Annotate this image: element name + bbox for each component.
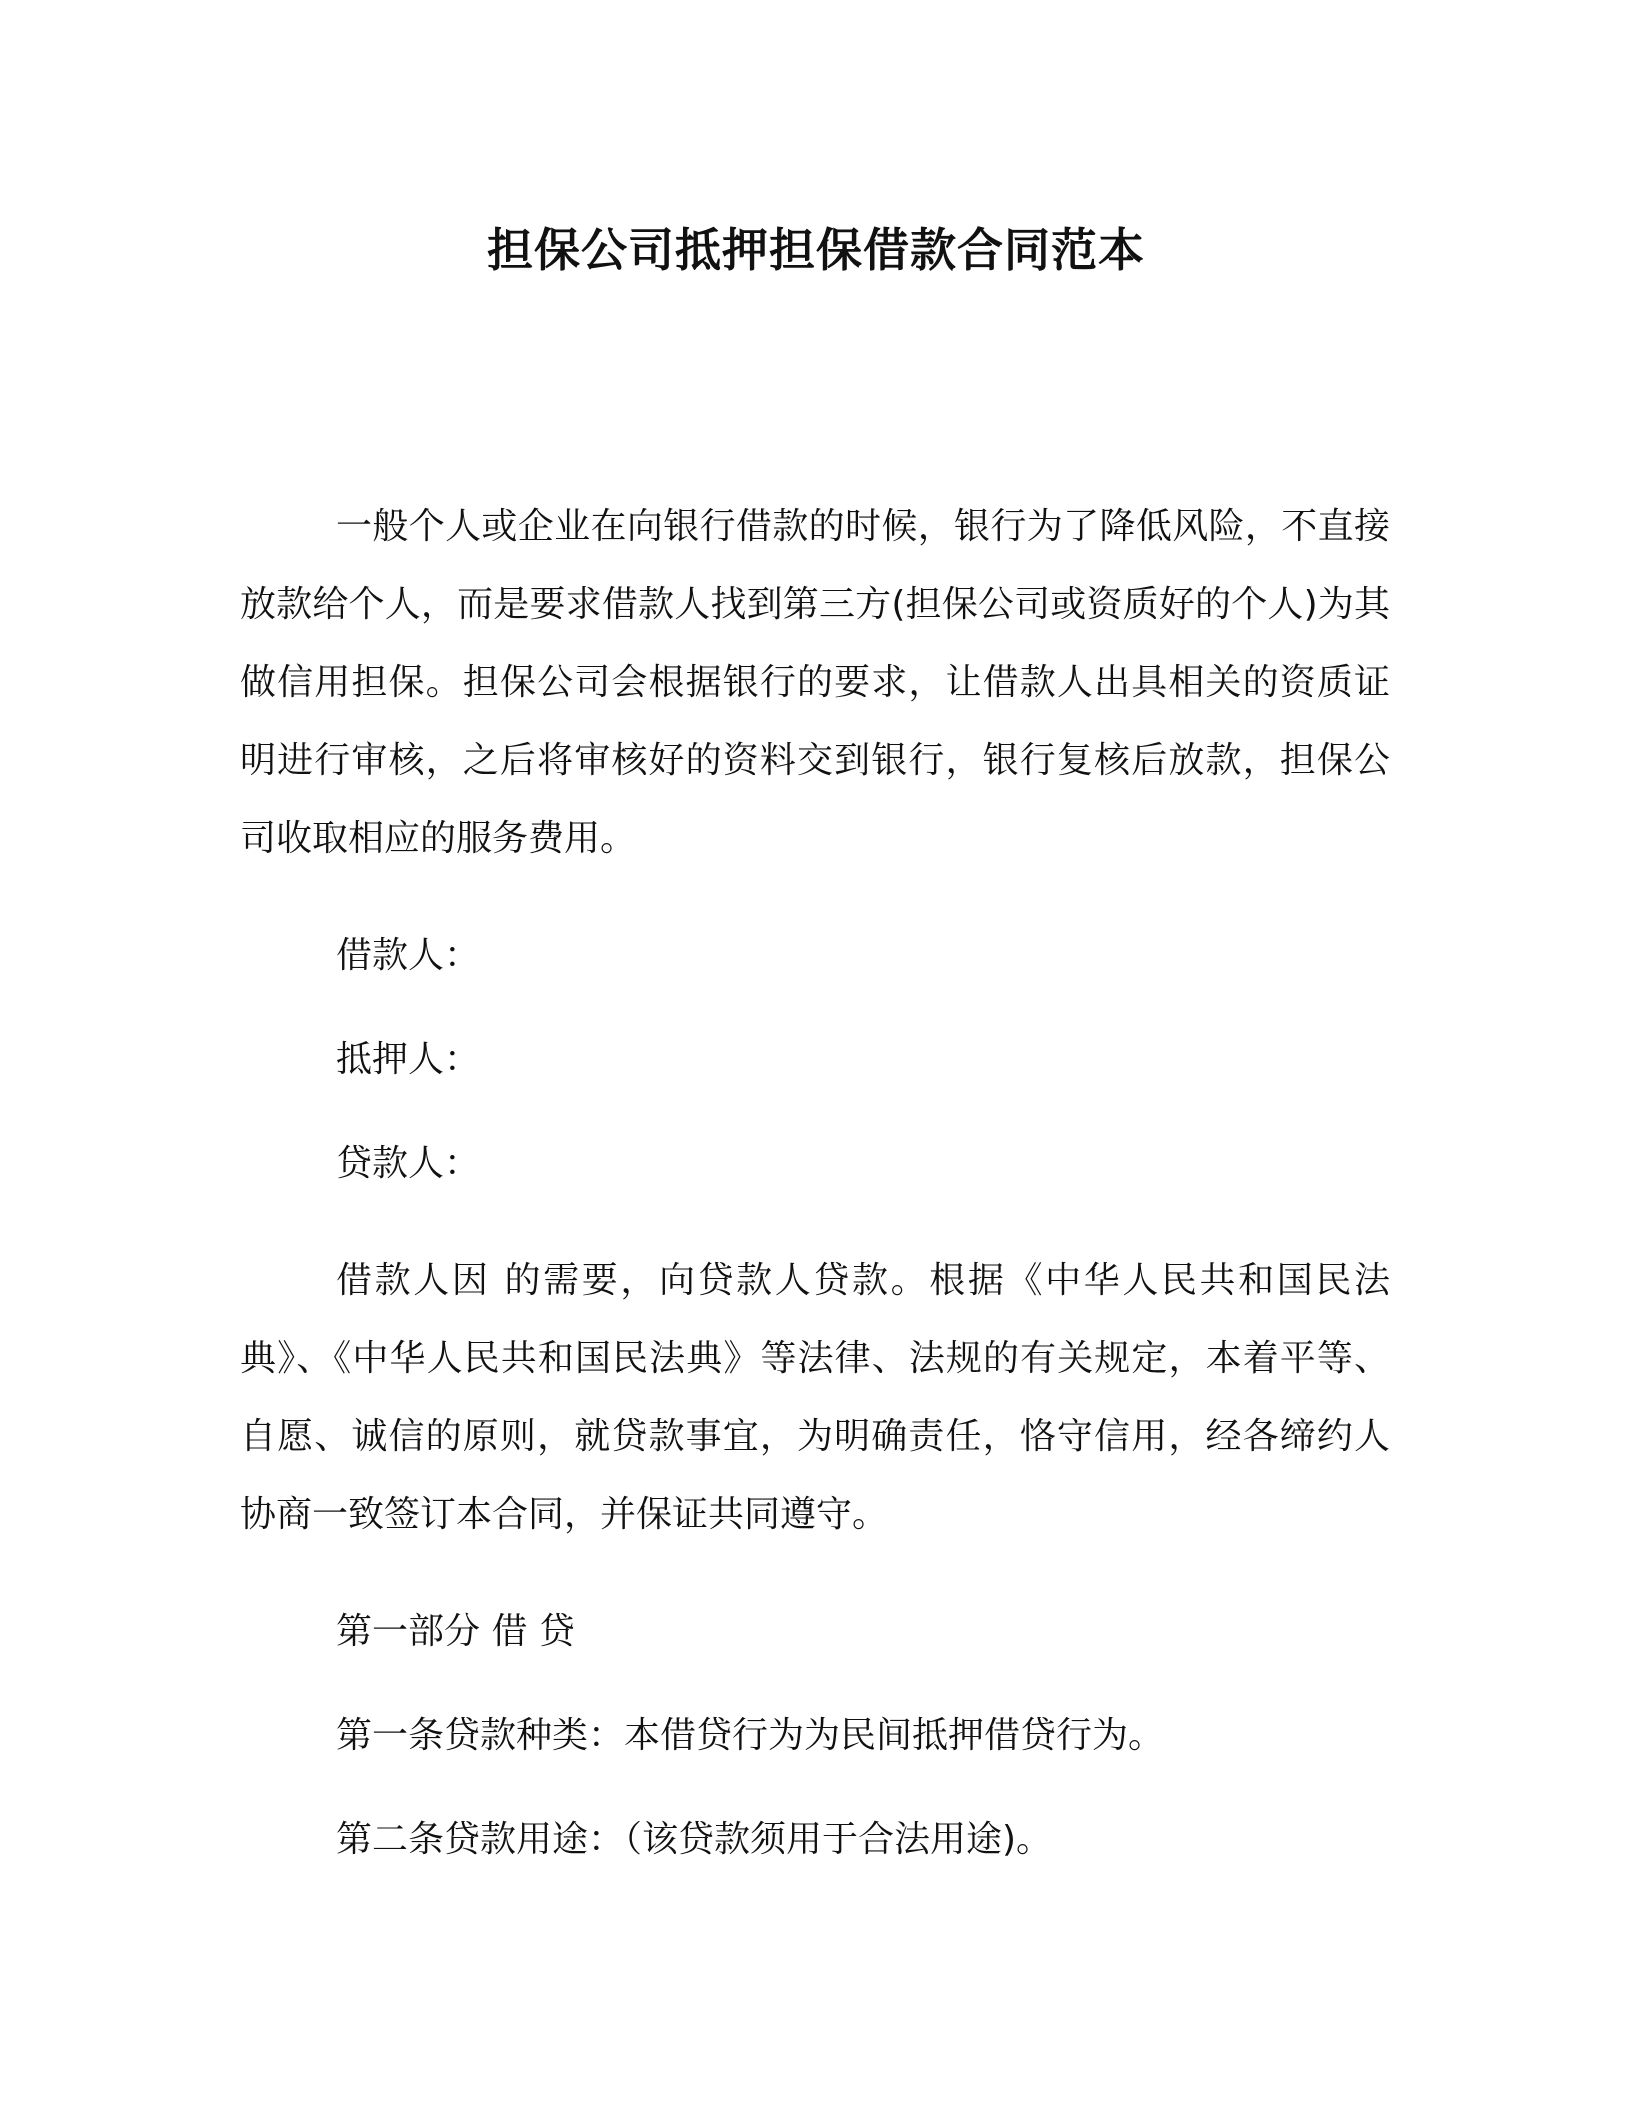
- preamble-paragraph: 借款人因 的需要，向贷款人贷款。根据《中华人民共和国民法典》、《中华人民共和国民法典》等法律、法规的有关规定，本着平等、自愿、诚信的原则，就贷款事宜，为明确责任，恪守信用，经各缔约人协商一致签订本合同，并保证共同遵守。: [240, 1260, 1390, 1535]
- article-one: 第一条贷款种类：本借贷行为为民间抵押借贷行为。: [336, 1715, 1165, 1756]
- lender-label: 贷款人：: [336, 1143, 481, 1184]
- borrower-label: 借款人：: [336, 935, 481, 976]
- document-body: [240, 488, 1390, 1892]
- part-one-heading: 第一部分 借 贷: [336, 1611, 575, 1652]
- article-two: 第二条贷款用途：（该贷款须用于合法用途)。: [336, 1819, 1053, 1860]
- document-title: 担保公司抵押担保借款合同范本: [487, 223, 1145, 277]
- mortgagor-label: 抵押人：: [336, 1039, 481, 1080]
- intro-paragraph: 一般个人或企业在向银行借款的时候，银行为了降低风险，不直接放款给个人，而是要求借款人找到第三方(担保公司或资质好的个人)为其做信用担保。担保公司会根据银行的要求，让借款人出具相关的资质证明进行审核，之后将审核好的资料交到银行，银行复核后放款，担保公司收取相应的服务费用。: [240, 506, 1390, 859]
